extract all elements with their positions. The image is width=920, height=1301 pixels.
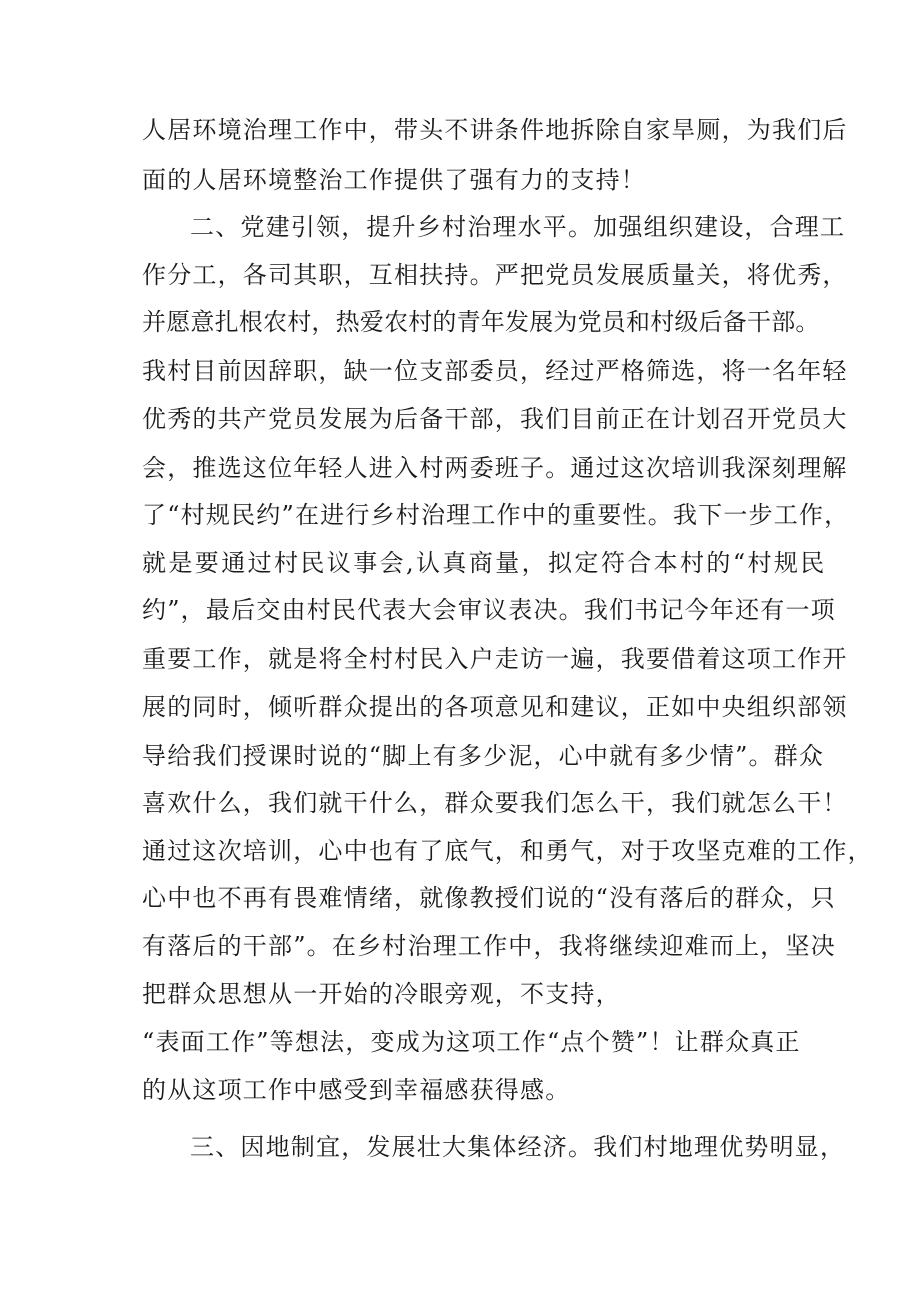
text-line: 就是要通过村民议事会,认真商量，拟定符合本村的“村规民	[142, 549, 827, 577]
text-line: 的从这项工作中感受到幸福感获得感。	[142, 1076, 571, 1104]
text-line: 重要工作，就是将全村村民入户走访一遍，我要借着这项工作开	[142, 645, 848, 673]
text-line: 人居环境治理工作中，带头不讲条件地拆除自家旱厕，为我们后	[142, 116, 848, 144]
text-line: 我村目前因辞职，缺一位支部委员，经过严格筛选，将一名年轻	[142, 357, 848, 385]
text-line: 了“村规民约”在进行乡村治理工作中的重要性。我下一步工作，	[142, 501, 850, 529]
text-line: 把群众思想从一开始的冷眼旁观，不支持，	[142, 980, 621, 1008]
text-line: 作分工，各司其职，互相扶持。严把党员发展质量关，将优秀，	[142, 261, 848, 289]
text-line: 会，推选这位年轻人进入村两委班子。通过这次培训我深刻理解	[142, 454, 848, 482]
paragraph-heading-2: 二、党建引领，提升乡村治理水平。加强组织建设，合理工	[190, 213, 846, 241]
text-line: 并愿意扎根农村，热爱农村的青年发展为党员和村级后备干部。	[142, 308, 820, 336]
text-line: 通过这次培训，心中也有了底气，和勇气，对于攻坚克难的工作，	[142, 837, 873, 865]
text-line: 导给我们授课时说的“脚上有多少泥，心中就有多少情”。群众	[142, 742, 825, 770]
text-line: “表面工作”等想法，变成为这项工作“点个赞”！让群众真正	[142, 1028, 801, 1056]
text-line: 约”，最后交由村民代表大会审议表决。我们书记今年还有一项	[142, 596, 836, 624]
text-line: 喜欢什么，我们就干什么，群众要我们怎么干，我们就怎么干！	[142, 789, 848, 817]
text-line: 优秀的共产党员发展为后备干部，我们目前正在计划召开党员大	[142, 405, 848, 433]
text-line: 心中也不再有畏难情绪，就像教授们说的“没有落后的群众，只	[142, 884, 836, 912]
text-line: 展的同时，倾听群众提出的各项意见和建议，正如中央组织部领	[142, 693, 848, 721]
text-line: 有落后的干部”。在乡村治理工作中，我将继续迎难而上，坚决	[142, 932, 836, 960]
paragraph-heading-3: 三、因地制宜，发展壮大集体经济。我们村地理优势明显，	[190, 1133, 846, 1161]
text-line: 面的人居环境整治工作提供了强有力的支持！	[142, 166, 646, 194]
